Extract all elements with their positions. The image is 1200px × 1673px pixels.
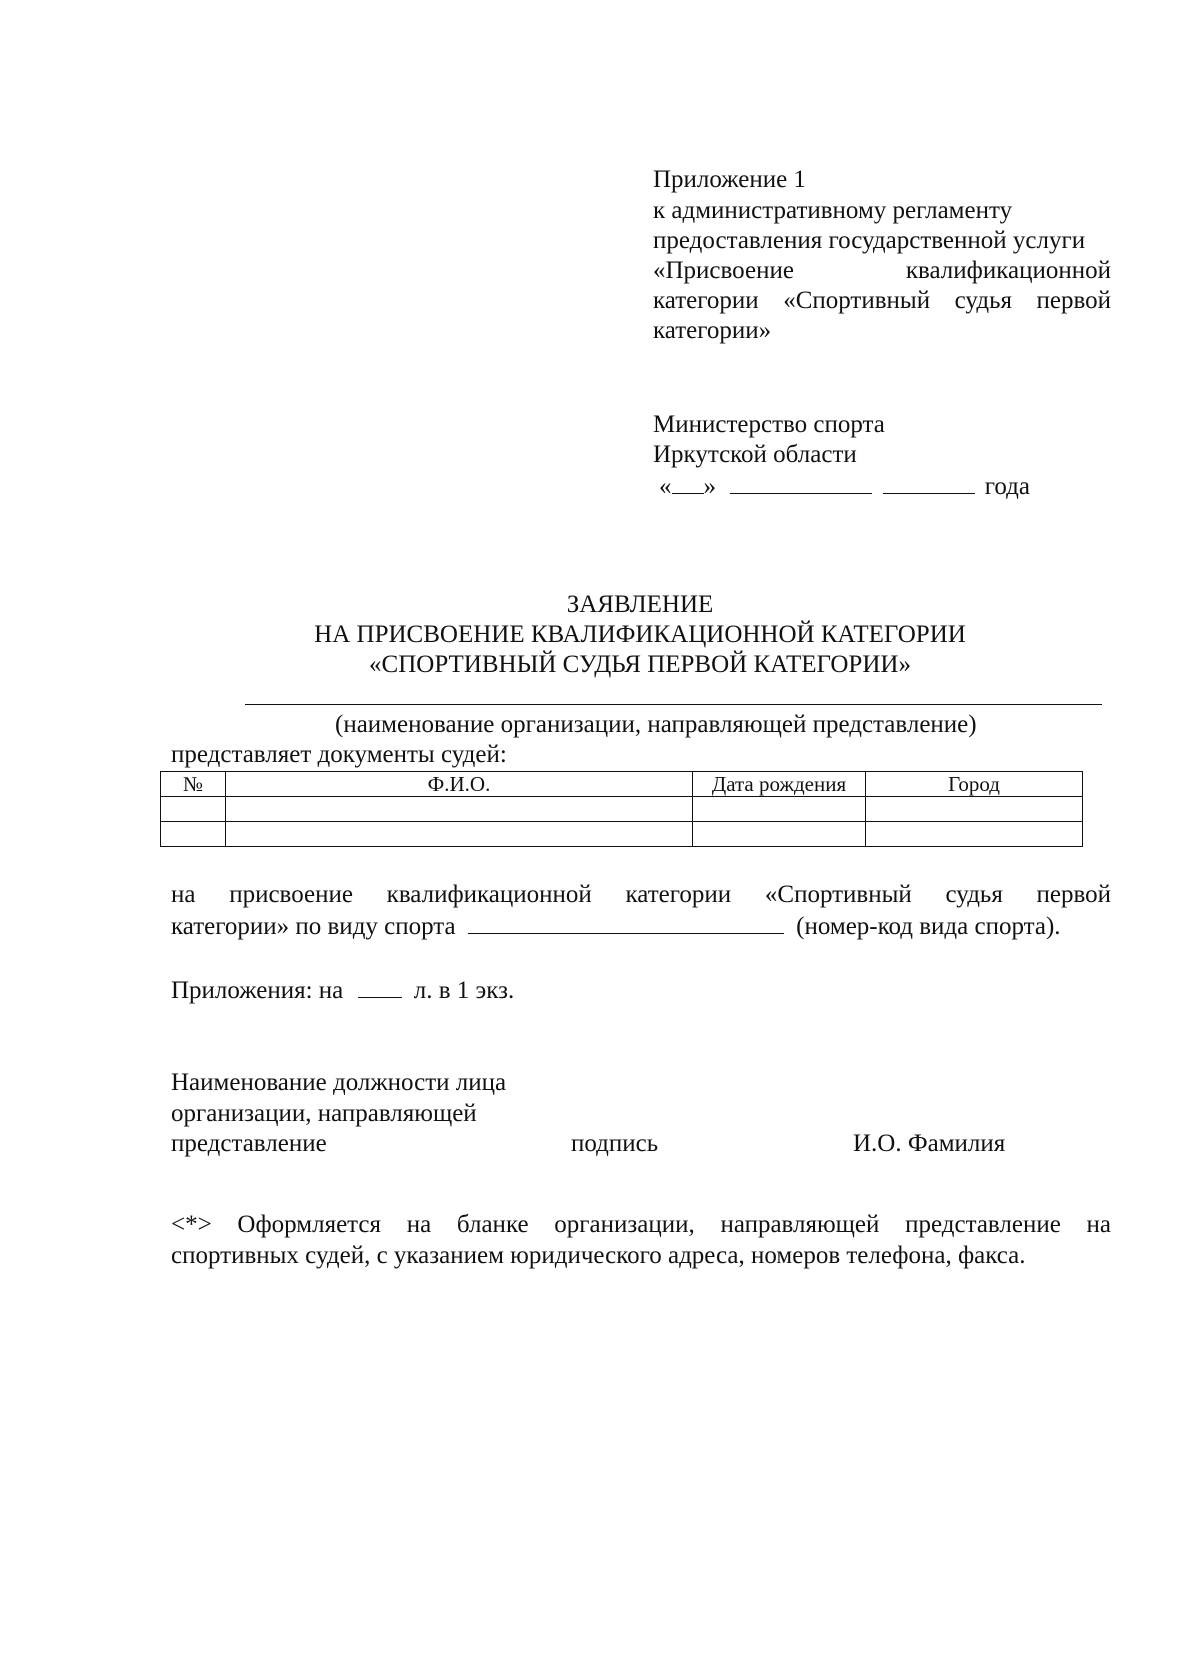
position-line: представление: [171, 1130, 327, 1157]
request-line: [171, 911, 1061, 942]
table-cell[interactable]: [161, 822, 226, 847]
column-header-city: Город: [866, 772, 1083, 797]
request-line: [171, 880, 1111, 910]
quote-open: «: [659, 473, 672, 500]
sport-blank[interactable]: [468, 911, 784, 934]
table-cell[interactable]: [693, 822, 866, 847]
table-cell[interactable]: [866, 822, 1083, 847]
table-row: [161, 822, 1083, 847]
date-line: [659, 471, 1030, 502]
appendix-line: предоставления государственной услуги: [653, 227, 1086, 254]
word: категории: [653, 287, 759, 314]
word: квалификационной: [905, 257, 1111, 284]
footnote-line: спортивных судей, с указанием юридического адреса, номеров телефона, факса.: [171, 1242, 1026, 1269]
word: направляющей: [720, 1211, 880, 1238]
ministry-name: Министерство спорта: [653, 411, 885, 438]
title-line: НА ПРИСВОЕНИЕ КВАЛИФИКАЦИОННОЙ КАТЕГОРИИ: [314, 621, 966, 648]
word: квалификационной: [386, 881, 592, 908]
word: на: [171, 881, 196, 908]
judges-table: [160, 771, 1083, 847]
attachments-label: Приложения: на: [171, 977, 344, 1004]
name-label: И.О. Фамилия: [853, 1130, 1006, 1157]
word: «Спортивный: [783, 287, 931, 314]
submits-text: представляет документы судей:: [171, 741, 507, 768]
appendix-line: к административному регламенту: [653, 197, 1013, 224]
table-header-row: [161, 772, 1083, 797]
word: на: [1086, 1211, 1112, 1238]
table-cell[interactable]: [226, 822, 693, 847]
word: присвоение: [229, 881, 353, 908]
table-cell[interactable]: [226, 797, 693, 822]
word: первой: [1036, 881, 1112, 908]
appendix-title: Приложение 1: [653, 166, 806, 193]
signature-label: подпись: [571, 1130, 659, 1157]
word: категории: [625, 881, 732, 908]
appendix-line: категории»: [653, 317, 772, 344]
position-line: организации, направляющей: [171, 1100, 477, 1127]
sport-label: категории» по виду спорта: [171, 913, 456, 940]
word: «Присвоение: [653, 257, 794, 284]
word: судья: [945, 881, 1003, 908]
month-blank[interactable]: [730, 471, 872, 494]
appendix-line: [653, 256, 1111, 286]
table-cell[interactable]: [866, 797, 1083, 822]
year-word: года: [984, 473, 1030, 500]
column-header-name: Ф.И.О.: [226, 772, 693, 797]
attachments-line: [171, 975, 514, 1006]
table-cell[interactable]: [693, 797, 866, 822]
quote-close: »: [703, 473, 716, 500]
word: представление: [905, 1211, 1061, 1238]
title-line: ЗАЯВЛЕНИЕ: [566, 591, 714, 618]
table-cell[interactable]: [161, 797, 226, 822]
attachments-suffix: л. в 1 экз.: [413, 977, 515, 1004]
footnote-line: [171, 1210, 1111, 1240]
column-header-number: №: [161, 772, 226, 797]
title-line: «СПОРТИВНЫЙ СУДЬЯ ПЕРВОЙ КАТЕГОРИИ»: [369, 651, 911, 678]
pages-blank[interactable]: [358, 975, 402, 998]
position-line: Наименование должности лица: [171, 1069, 507, 1096]
column-header-birthdate: Дата рождения: [693, 772, 866, 797]
word: Оформляется: [237, 1211, 381, 1238]
year-blank[interactable]: [883, 471, 975, 494]
word: организации,: [554, 1211, 695, 1238]
organization-blank-line[interactable]: [245, 704, 1102, 705]
sport-code-label: (номер-код вида спорта).: [796, 913, 1061, 940]
word: бланке: [456, 1211, 529, 1238]
table-row: [161, 797, 1083, 822]
organization-caption: (наименование организации, направляющей представление): [335, 711, 977, 738]
word: <*>: [171, 1211, 212, 1238]
word: на: [406, 1211, 432, 1238]
word: «Спортивный: [764, 881, 912, 908]
word: судья: [954, 287, 1012, 314]
appendix-line: [653, 286, 1111, 316]
word: первой: [1036, 287, 1112, 314]
region-name: Иркутской области: [653, 441, 857, 468]
day-blank[interactable]: [672, 471, 704, 494]
